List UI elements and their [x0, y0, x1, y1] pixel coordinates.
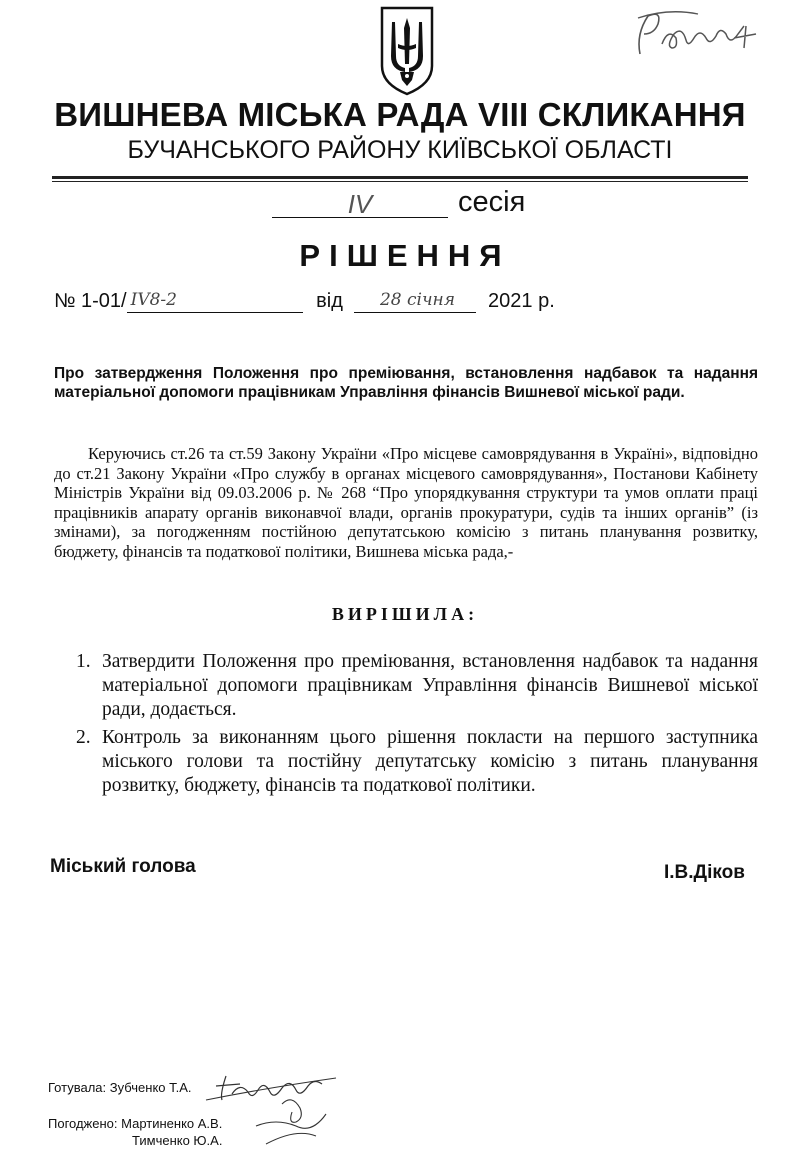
- list-item: [54, 650, 758, 722]
- draft-handwritten-mark: [628, 4, 766, 62]
- coat-of-arms-icon: [378, 4, 436, 98]
- session-label: сесія: [458, 186, 526, 218]
- resolved-heading: ВИРІШИЛА:: [331, 604, 479, 624]
- number-value: IV8-2: [127, 288, 303, 313]
- council-name: ВИШНЕВА МІСЬКА РАДА VIII СКЛИКАННЯ: [54, 96, 746, 133]
- header-divider-thin: [52, 181, 748, 182]
- item-text: Контроль за виконанням цього рішення покласти на першого заступника міського голови та постійну депутатську комісію з питань планування розвитку, бюджету, фінансів та податкової політики.: [102, 727, 758, 796]
- item-number: 2.: [76, 727, 91, 748]
- prepared-by: Готувала: Зубченко Т.А.: [48, 1080, 192, 1095]
- date-prefix: від: [316, 290, 343, 312]
- signature-icon: [196, 1064, 346, 1164]
- decision-subject: Про затвердження Положення про преміювання, встановлення надбавок та надання матеріальної допомоги працівникам Управління фінансів Вишневої міської ради.: [54, 365, 758, 401]
- document-number-row: [54, 288, 555, 318]
- decision-list: [54, 650, 758, 802]
- number-prefix: № 1-01/: [54, 290, 127, 312]
- council-region: БУЧАНСЬКОГО РАЙОНУ КИЇВСЬКОЇ ОБЛАСТІ: [127, 136, 673, 164]
- list-item: [54, 726, 758, 798]
- mayor-name: І.В.Діков: [664, 862, 745, 883]
- document-title: РІШЕННЯ: [299, 238, 511, 273]
- session-number: IV: [272, 189, 448, 218]
- item-text: Затвердити Положення про преміювання, встановлення надбавок та надання матеріальної допомоги працівникам Управління фінансів Вишневої міської ради, додається.: [102, 651, 758, 720]
- mayor-title: Міський голова: [50, 856, 196, 877]
- date-year: 2021 р.: [488, 290, 555, 312]
- item-number: 1.: [76, 651, 91, 672]
- header-divider: [52, 176, 748, 179]
- date-value: 28 січня: [354, 288, 476, 313]
- preamble-paragraph: Керуючись ст.26 та ст.59 Закону України «Про місцеве самоврядування в Україні», відповідно до ст.21 Закону України «Про службу в органах місцевого самоврядування», Постанови Кабінету Міністрів України від 09.03.2006 р. № 268 “Про упорядкування структури та умов оплати праці працівників апарату органів виконавчої влади, органів прокуратури, судів та інших органів” (із змінами), за погодженням постійною депутатською комісію з питань планування розвитку, бюджету, фінансів та податкової політики, Вишнева міська рада,-: [54, 444, 758, 561]
- agreed-by: Погоджено: Мартиненко А.В.: [48, 1116, 223, 1131]
- agreed-by-second: Тимченко Ю.А.: [132, 1133, 223, 1148]
